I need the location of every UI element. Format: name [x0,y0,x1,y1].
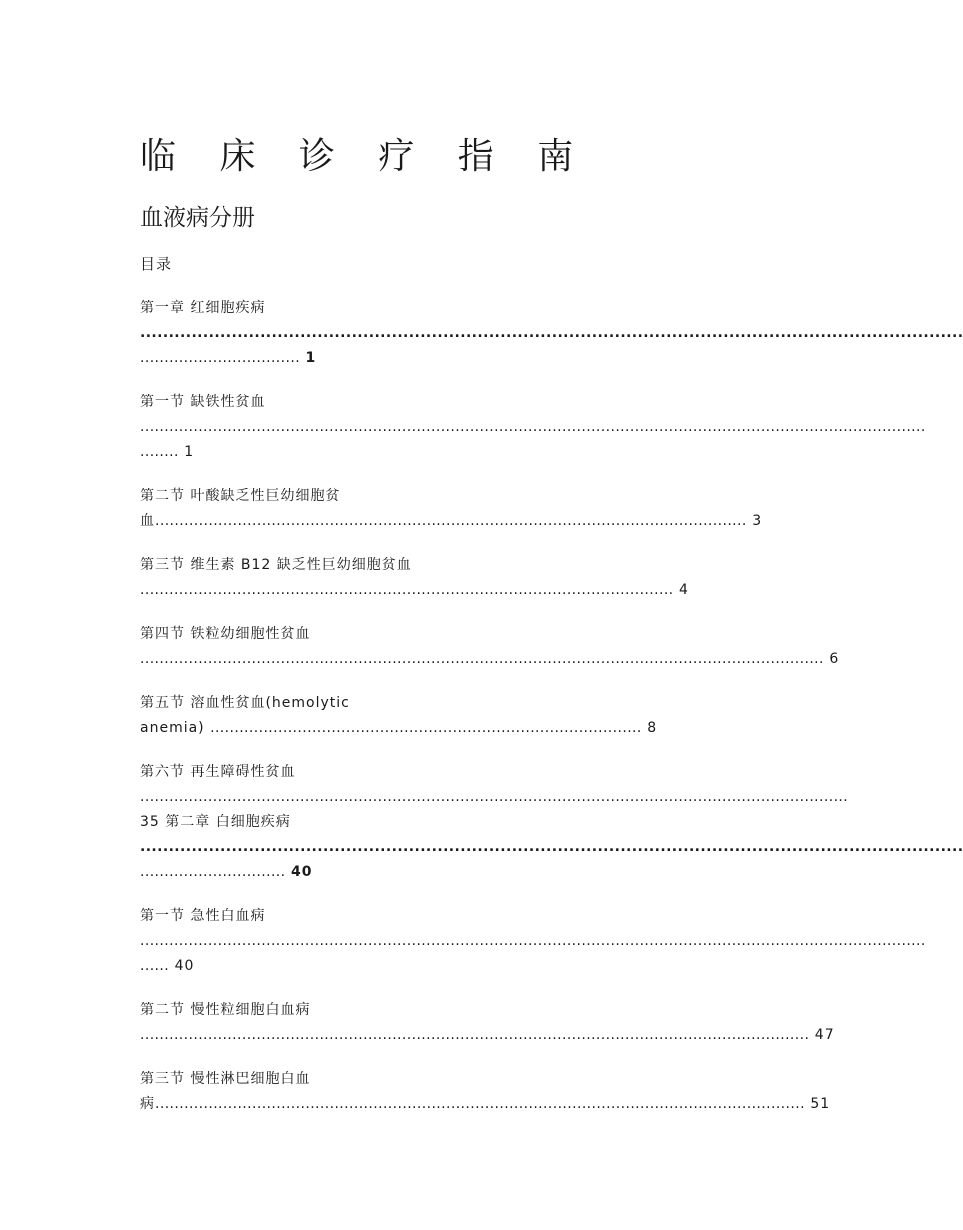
toc-leader-dots: .......................................................................................................................................... [140,1027,810,1043]
toc-page-number: 8 [647,720,658,736]
toc-page-number: 1 [184,444,195,460]
toc-entry-label: 第一节 缺铁性贫血 [140,394,266,410]
toc-leader-dots: ................................................................................................................................................ [140,325,963,341]
toc-leader-dots: .............................................................................................................. [140,582,674,598]
toc-entry-label: 第四节 铁粒幼细胞性贫血 [140,626,311,642]
toc-entry-label: 第二节 叶酸缺乏性巨幼细胞贫 [140,488,341,504]
toc-page-number: 40 [174,958,195,974]
document-subtitle: 血液病分册 [140,205,255,231]
toc-leader-dots: .............................. [140,864,286,880]
toc-page-and-next-chapter: 35 第二章 白细胞疾病 [140,814,291,830]
toc-leader-dots: ................................................................................................................................................ [140,839,963,855]
toc-page-number: 4 [678,582,689,598]
toc-leader-dots: ...................................................................................................................................... [155,1096,805,1112]
toc-page-number: 1 [305,350,317,366]
toc-leader-dots: ................................. [140,350,301,366]
toc-entry-label-cont: 血 [140,513,155,529]
toc-leader-dots: .................................................................................................................................................................. [140,933,926,949]
toc-entry-label: 第三节 慢性淋巴细胞白血 [140,1071,311,1087]
toc-leader-dots: ............................................................................................................................................. [140,651,824,667]
toc-page-number: 6 [829,651,840,667]
toc-page-number: 47 [814,1027,835,1043]
toc-page-number: 3 [752,513,763,529]
toc-page-number: 40 [290,864,313,880]
toc-leader-dots: ......................................................................................... [210,720,642,736]
toc-heading: 目录 [140,255,173,273]
toc-entry-label: 第二节 慢性粒细胞白血病 [140,1002,311,1018]
toc-entry-label: 第五节 溶血性贫血(hemolytic [140,695,350,711]
toc-entry-label: 第一节 急性白血病 [140,908,266,924]
toc-leader-dots: .................................................................................................................................................. [140,789,849,805]
toc-entry-label-cont: 病 [140,1096,155,1112]
toc-leader-dots: .................................................................................................................................................................. [140,419,926,435]
toc-leader-dots: ...... [140,958,170,974]
toc-entry-label: 第六节 再生障碍性贫血 [140,764,296,780]
toc-page-number: 51 [810,1096,831,1112]
toc-leader-dots: ........ [140,444,179,460]
toc-leader-dots: .......................................................................................................................... [155,513,747,529]
toc-entry-label: 第三节 维生素 B12 缺乏性巨幼细胞贫血 [140,557,412,573]
document-title: 临 床 诊 疗 指 南 [140,136,590,177]
toc-entry-label-cont: anemia) [140,720,205,736]
toc-entry-label: 第一章 红细胞疾病 [140,300,266,316]
